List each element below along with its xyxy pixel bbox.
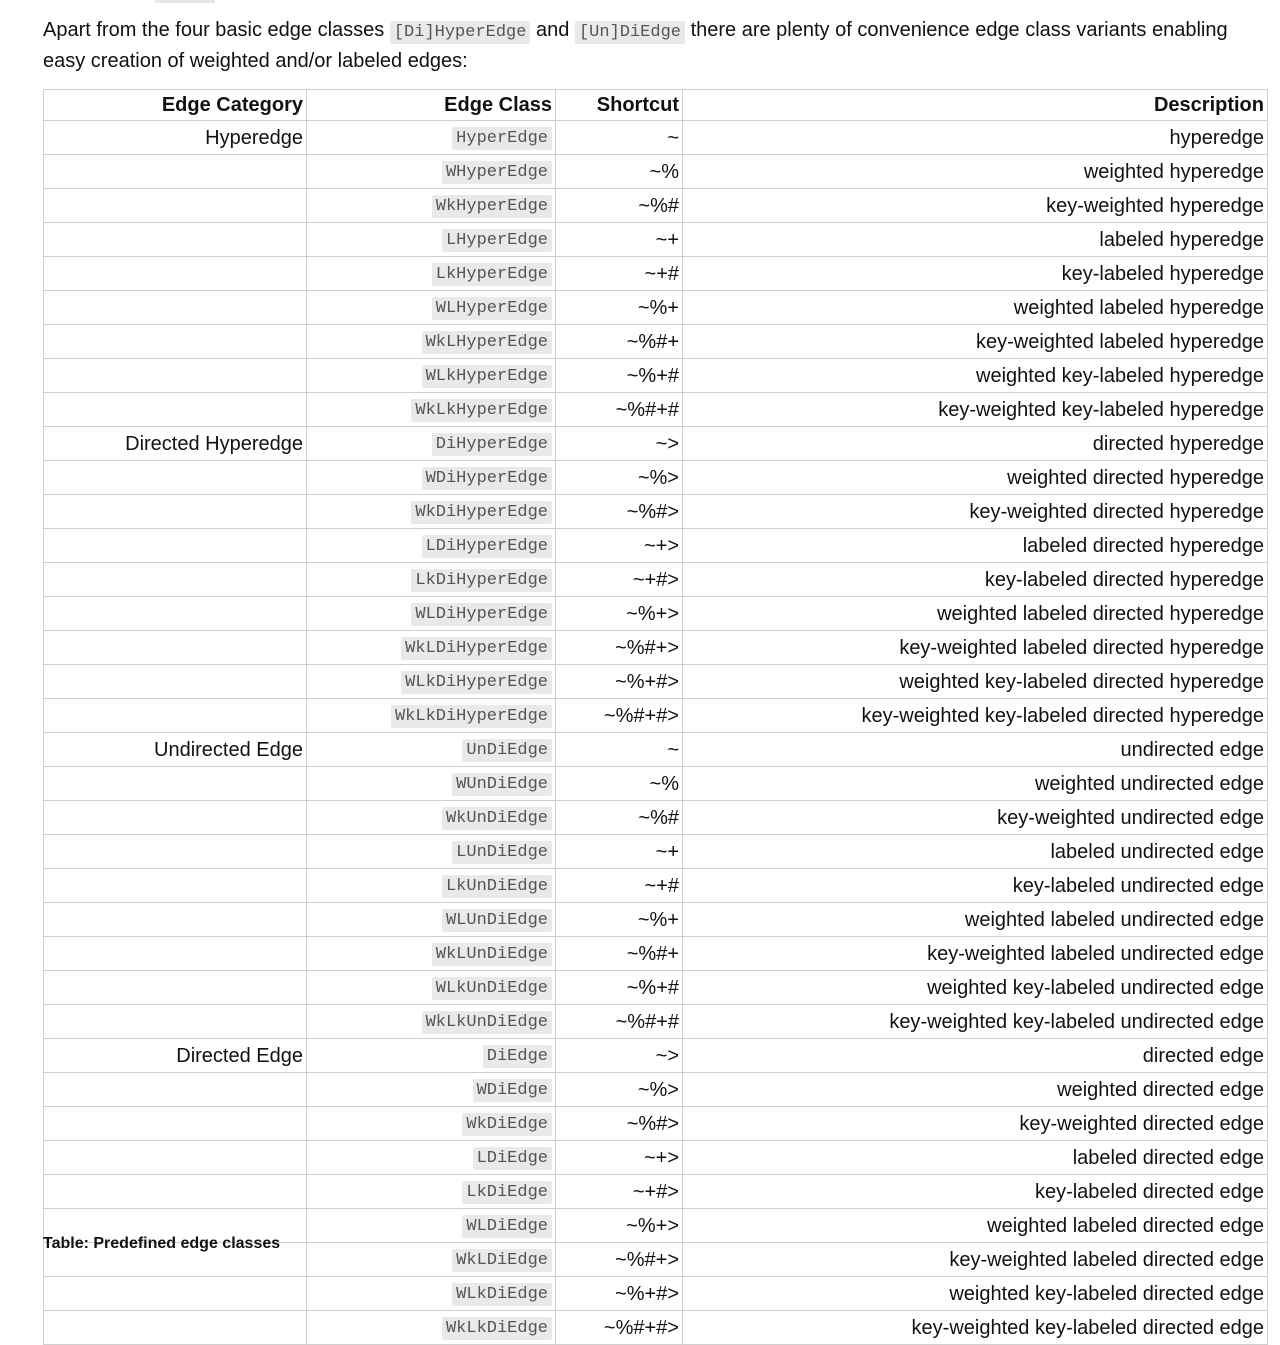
edge-class-cell [307,1243,556,1277]
table-row [44,1311,1268,1345]
description-cell: labeled directed hyperedge [683,529,1268,563]
description-cell: key-weighted directed edge [683,1107,1268,1141]
edge-class-cell [307,291,556,325]
shortcut-cell: ~%+#> [556,1277,683,1311]
table-row [44,223,1268,257]
edge-class-code: WLkUnDiEdge [432,977,552,1000]
edge-class-code: WkUnDiEdge [442,807,552,830]
shortcut-cell: ~+> [556,529,683,563]
edge-category-cell [44,1175,307,1209]
shortcut-cell: ~%#+ [556,325,683,359]
edge-class-code: WkLUnDiEdge [432,943,552,966]
description-cell: weighted directed hyperedge [683,461,1268,495]
edge-class-cell [307,971,556,1005]
table-row [44,665,1268,699]
edge-class-code: WkLHyperEdge [422,331,552,354]
edge-class-cell [307,359,556,393]
edge-category-cell [44,529,307,563]
description-cell: directed edge [683,1039,1268,1073]
edge-class-cell [307,937,556,971]
edge-class-code: LkHyperEdge [432,263,552,286]
edge-category-cell [44,291,307,325]
edge-category-cell [44,155,307,189]
edge-class-cell [307,835,556,869]
edge-category-cell [44,223,307,257]
edge-category-cell [44,835,307,869]
edge-class-cell [307,461,556,495]
shortcut-cell: ~%+> [556,597,683,631]
shortcut-cell: ~+> [556,1141,683,1175]
table-row [44,1175,1268,1209]
table-row [44,359,1268,393]
table-row [44,291,1268,325]
edge-class-cell [307,121,556,155]
table-row [44,495,1268,529]
description-cell: labeled directed edge [683,1141,1268,1175]
edge-category-cell [44,359,307,393]
edge-class-cell [307,699,556,733]
shortcut-cell: ~%#+> [556,631,683,665]
header-shortcut: Shortcut [556,90,683,121]
table-row [44,903,1268,937]
edge-class-code: LDiHyperEdge [422,535,552,558]
edge-class-cell [307,325,556,359]
edge-class-code: WkHyperEdge [432,195,552,218]
edge-class-cell [307,495,556,529]
edge-class-code: DiEdge [483,1045,552,1068]
edge-class-code: LkDiEdge [462,1181,552,1204]
edge-class-code: WLHyperEdge [432,297,552,320]
edge-class-cell [307,393,556,427]
table-row [44,563,1268,597]
description-cell: weighted labeled directed edge [683,1209,1268,1243]
shortcut-cell: ~%#+# [556,1005,683,1039]
edge-category-cell [44,393,307,427]
description-cell: weighted hyperedge [683,155,1268,189]
edge-class-cell [307,257,556,291]
edge-category-cell [44,869,307,903]
edge-class-code: WkLDiEdge [452,1249,552,1272]
shortcut-cell: ~%# [556,801,683,835]
inline-code-hyperedge: [Di]HyperEdge [390,21,531,44]
edge-category-cell [44,801,307,835]
edge-class-cell [307,1005,556,1039]
table-row [44,767,1268,801]
edge-class-cell [307,1175,556,1209]
shortcut-cell: ~%#+ [556,937,683,971]
edge-category-cell [44,1107,307,1141]
shortcut-cell: ~+# [556,869,683,903]
shortcut-cell: ~+#> [556,563,683,597]
edge-class-cell [307,223,556,257]
edge-class-cell [307,189,556,223]
edge-class-code: WUnDiEdge [452,773,552,796]
description-cell: key-weighted key-labeled hyperedge [683,393,1268,427]
description-cell: key-weighted key-labeled directed hyperedge [683,699,1268,733]
edge-class-cell [307,563,556,597]
table-row [44,189,1268,223]
edge-category-cell [44,699,307,733]
shortcut-cell: ~%#+#> [556,1311,683,1345]
description-cell: key-weighted directed hyperedge [683,495,1268,529]
table-row [44,393,1268,427]
edge-category-cell [44,1141,307,1175]
edge-class-cell [307,767,556,801]
description-cell: undirected edge [683,733,1268,767]
table-row [44,869,1268,903]
shortcut-cell: ~%+ [556,291,683,325]
shortcut-cell: ~%#> [556,495,683,529]
edge-class-cell [307,1209,556,1243]
table-row [44,835,1268,869]
edge-class-code: HyperEdge [452,127,552,150]
edge-class-cell [307,1073,556,1107]
edge-class-cell [307,869,556,903]
edge-class-cell [307,529,556,563]
table-row [44,699,1268,733]
edge-class-cell [307,801,556,835]
shortcut-cell: ~%+#> [556,665,683,699]
description-cell: key-labeled undirected edge [683,869,1268,903]
table-row [44,1073,1268,1107]
edge-class-code: WkLkDiEdge [442,1317,552,1340]
shortcut-cell: ~% [556,155,683,189]
edge-category-cell [44,189,307,223]
description-cell: key-weighted hyperedge [683,189,1268,223]
shortcut-cell: ~%> [556,1073,683,1107]
table-header-row [44,90,1268,121]
edge-class-code: WkLkHyperEdge [411,399,552,422]
table-row [44,325,1268,359]
intro-text-2: and [536,19,570,41]
edge-class-code: WLDiHyperEdge [411,603,552,626]
table-row [44,801,1268,835]
edge-class-code: LkUnDiEdge [442,875,552,898]
description-cell: directed hyperedge [683,427,1268,461]
header-edge-class: Edge Class [307,90,556,121]
intro-text-3: there are plenty of convenience edge class variants enabling easy creation of weighted and/or labeled edges: [43,19,1228,72]
edge-class-cell [307,665,556,699]
description-cell: key-weighted key-labeled undirected edge [683,1005,1268,1039]
edge-category-cell: Undirected Edge [44,733,307,767]
edge-category-cell [44,563,307,597]
table-row [44,937,1268,971]
table-row [44,631,1268,665]
table-row [44,733,1268,767]
shortcut-cell: ~%# [556,189,683,223]
edge-class-cell [307,733,556,767]
description-cell: key-weighted labeled hyperedge [683,325,1268,359]
shortcut-cell: ~+ [556,835,683,869]
edge-class-code: WLDiEdge [462,1215,552,1238]
shortcut-cell: ~+#> [556,1175,683,1209]
shortcut-cell: ~%+# [556,359,683,393]
description-cell: key-weighted undirected edge [683,801,1268,835]
previous-code-block-edge [155,0,215,3]
edge-class-code: WLUnDiEdge [442,909,552,932]
shortcut-cell: ~> [556,1039,683,1073]
shortcut-cell: ~%#> [556,1107,683,1141]
shortcut-cell: ~%#+#> [556,699,683,733]
edge-class-cell [307,427,556,461]
description-cell: weighted key-labeled directed edge [683,1277,1268,1311]
table-row [44,155,1268,189]
table-row [44,597,1268,631]
intro-text-1: Apart from the four basic edge classes [43,19,385,41]
description-cell: hyperedge [683,121,1268,155]
shortcut-cell: ~%#+> [556,1243,683,1277]
table-row [44,529,1268,563]
description-cell: key-weighted labeled directed edge [683,1243,1268,1277]
table-row [44,1039,1268,1073]
table-row [44,427,1268,461]
shortcut-cell: ~%> [556,461,683,495]
table-body [44,121,1268,1345]
description-cell: weighted key-labeled undirected edge [683,971,1268,1005]
table-row [44,257,1268,291]
description-cell: weighted labeled hyperedge [683,291,1268,325]
edge-category-cell [44,257,307,291]
header-edge-category: Edge Category [44,90,307,121]
shortcut-cell: ~+ [556,223,683,257]
edge-category-cell [44,1073,307,1107]
edge-category-cell [44,1005,307,1039]
description-cell: weighted key-labeled hyperedge [683,359,1268,393]
edge-class-cell [307,1141,556,1175]
edge-class-code: WkDiHyperEdge [411,501,552,524]
shortcut-cell: ~%+ [556,903,683,937]
edge-class-cell [307,1277,556,1311]
edge-category-cell [44,767,307,801]
edge-category-cell [44,1277,307,1311]
edge-category-cell [44,631,307,665]
edge-category-cell: Directed Edge [44,1039,307,1073]
edge-category-cell: Directed Hyperedge [44,427,307,461]
table-row [44,121,1268,155]
edge-category-cell [44,597,307,631]
edge-category-cell [44,1311,307,1345]
description-cell: key-labeled directed edge [683,1175,1268,1209]
edge-class-code: WDiEdge [473,1079,552,1102]
description-cell: labeled undirected edge [683,835,1268,869]
edge-category-cell [44,495,307,529]
shortcut-cell: ~% [556,767,683,801]
edge-category-cell [44,903,307,937]
header-description: Description [683,90,1268,121]
edge-class-code: UnDiEdge [462,739,552,762]
description-cell: weighted labeled undirected edge [683,903,1268,937]
description-cell: weighted key-labeled directed hyperedge [683,665,1268,699]
edge-category-cell [44,937,307,971]
inline-code-diedge: [Un]DiEdge [575,21,685,44]
description-cell: key-weighted labeled undirected edge [683,937,1268,971]
edge-category-cell [44,971,307,1005]
edge-class-code: WkDiEdge [462,1113,552,1136]
intro-paragraph [43,16,1263,76]
shortcut-cell: ~%+# [556,971,683,1005]
edge-class-cell [307,631,556,665]
edge-class-code: WkLkDiHyperEdge [391,705,552,728]
shortcut-cell: ~%+> [556,1209,683,1243]
edge-class-code: LHyperEdge [442,229,552,252]
edge-class-code: WLkDiEdge [452,1283,552,1306]
edge-class-cell [307,1311,556,1345]
table-row [44,1277,1268,1311]
edge-class-code: WkLkUnDiEdge [422,1011,552,1034]
description-cell: key-weighted labeled directed hyperedge [683,631,1268,665]
shortcut-cell: ~+# [556,257,683,291]
edge-class-code: WHyperEdge [442,161,552,184]
table-row [44,1005,1268,1039]
edge-classes-table [43,89,1268,1345]
description-cell: labeled hyperedge [683,223,1268,257]
shortcut-cell: ~%#+# [556,393,683,427]
description-cell: key-labeled directed hyperedge [683,563,1268,597]
table-row [44,1141,1268,1175]
edge-class-code: LDiEdge [473,1147,552,1170]
table-row [44,461,1268,495]
table-caption: Table: Predefined edge classes [43,1235,281,1252]
description-cell: weighted labeled directed hyperedge [683,597,1268,631]
edge-class-cell [307,1039,556,1073]
edge-class-code: WkLDiHyperEdge [401,637,552,660]
edge-class-code: DiHyperEdge [432,433,552,456]
edge-class-code: WLkHyperEdge [422,365,552,388]
description-cell: weighted directed edge [683,1073,1268,1107]
description-cell: weighted undirected edge [683,767,1268,801]
edge-class-code: LkDiHyperEdge [411,569,552,592]
edge-class-cell [307,903,556,937]
edge-category-cell [44,461,307,495]
edge-category-cell [44,665,307,699]
description-cell: key-labeled hyperedge [683,257,1268,291]
edge-class-cell [307,1107,556,1141]
edge-category-cell [44,325,307,359]
edge-class-code: WLkDiHyperEdge [401,671,552,694]
edge-class-cell [307,155,556,189]
edge-class-cell [307,597,556,631]
shortcut-cell: ~ [556,121,683,155]
edge-category-cell: Hyperedge [44,121,307,155]
shortcut-cell: ~> [556,427,683,461]
shortcut-cell: ~ [556,733,683,767]
description-cell: key-weighted key-labeled directed edge [683,1311,1268,1345]
edge-class-code: LUnDiEdge [452,841,552,864]
table-row [44,971,1268,1005]
edge-class-code: WDiHyperEdge [422,467,552,490]
table-row [44,1107,1268,1141]
